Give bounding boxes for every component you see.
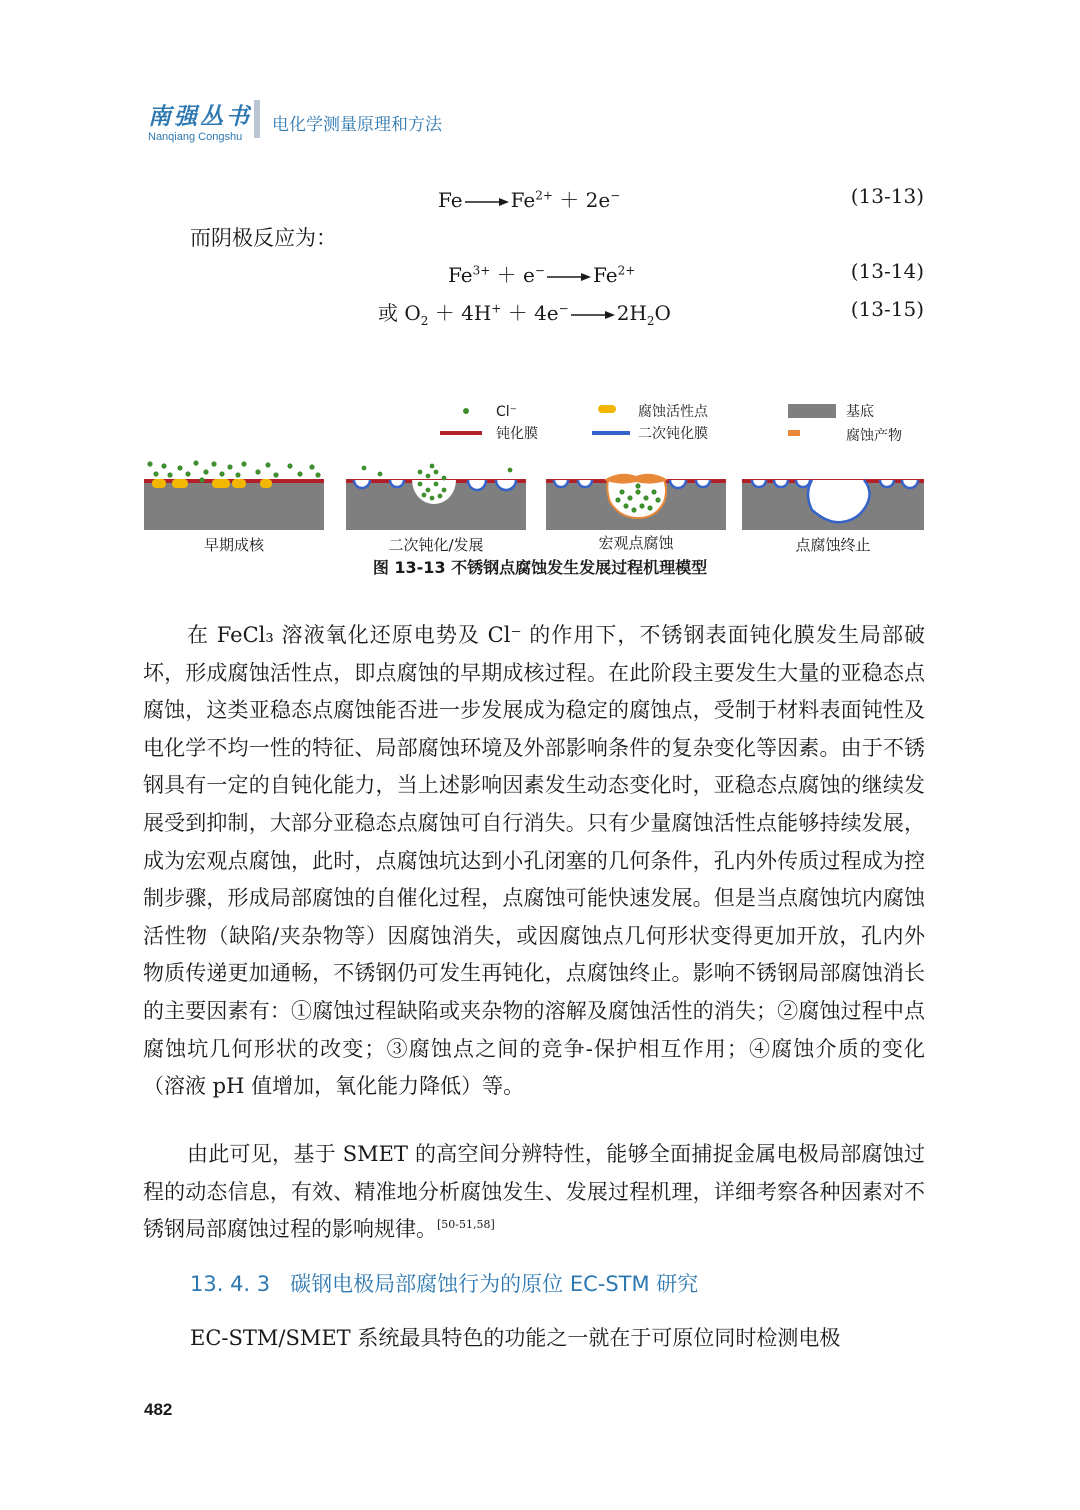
equation-number: (13-13) <box>850 184 924 208</box>
or-prefix: 或 <box>378 301 398 325</box>
reaction-arrow-icon <box>465 196 509 208</box>
page-number: 482 <box>144 1400 173 1419</box>
series-name-cn: 南强丛书 <box>148 103 252 130</box>
reaction-arrow-icon <box>571 309 615 321</box>
stage-label: 二次钝化/发展 <box>388 536 484 554</box>
section-title: 碳钢电极局部腐蚀行为的原位 EC-STM 研究 <box>290 1272 699 1296</box>
figure-legend <box>440 403 902 444</box>
citation-ref: [50-51,58] <box>437 1218 495 1232</box>
section-heading <box>190 1268 698 1298</box>
header-divider <box>254 100 260 138</box>
product-swatch <box>788 430 800 436</box>
legend-active-site: 腐蚀活性点 <box>638 404 708 420</box>
panel-secondary-passivation <box>346 464 526 554</box>
body-paragraph-3: EC-STM/SMET 系统最具特色的功能之一就在于可原位同时检测电极 <box>190 1326 841 1350</box>
series-name-en: Nanqiang Congshu <box>148 131 243 143</box>
legend-passive-film: 钝化膜 <box>496 426 538 442</box>
body-paragraph-1 <box>143 617 925 1106</box>
passive-film-swatch <box>440 431 482 435</box>
figure-caption: 图 13-13 不锈钢点腐蚀发生发展过程机理模型 <box>372 558 708 577</box>
legend-cl: Cl⁻ <box>496 404 518 420</box>
paragraph-text: 在 FeCl₃ 溶液氧化还原电势及 Cl⁻ 的作用下，不锈钢表面钝化膜发生局部破坏，形成腐蚀活性点，即点腐蚀的早期成核过程。在此阶段主要发生大量的亚稳态点腐蚀，这类亚稳态点腐蚀能否进一步发展成为稳定的腐蚀点，受制于材料表面钝性及电化学不均一性的特征、局部腐蚀环境及外部影响条件的复杂变化等因素。由于不锈钢具有一定的自钝化能力，当上述影响因素发生动态变化时，亚稳态点腐蚀的继续发展受到抑制，大部分亚稳态点腐蚀可自行消失。只有少量腐蚀活性点能够持续发展，成为宏观点腐蚀，此时，点腐蚀坑达到小孔闭塞的几何条件，孔内外传质过程成为控制步骤，形成局部腐蚀的自催化过程，点腐蚀可能快速发展。但是当点腐蚀坑内腐蚀活性物（缺陷/夹杂物等）因腐蚀消失，或因腐蚀点几何形状变得更加开放，孔内外物质传递更加通畅，不锈钢仍可发生再钝化，点腐蚀终止。影响不锈钢局部腐蚀消长的主要因素有：①腐蚀过程缺陷或夹杂物的溶解及腐蚀活性的消失；②腐蚀过程中点腐蚀坑几何形状的改变；③腐蚀点之间的竞争-保护相互作用；④腐蚀介质的变化（溶液 pH 值增加，氧化能力降低）等。 <box>143 623 925 1099</box>
legend-product: 腐蚀产物 <box>846 428 902 444</box>
panel-macro-pitting <box>546 474 726 552</box>
active-site-swatch <box>598 405 616 413</box>
panel-early-nucleation <box>144 460 324 554</box>
equation-13-15: 或 $O_2 + 4H^+ + 4e^-$ $2H_2O$ <box>378 301 671 328</box>
panel-pitting-termination <box>742 479 924 554</box>
book-title: 电化学测量原理和方法 <box>272 115 442 135</box>
section-number: 13. 4. 3 <box>190 1272 271 1296</box>
series-logo <box>148 98 252 143</box>
legend-secondary-film: 二次钝化膜 <box>638 426 708 442</box>
substrate-swatch <box>788 404 836 418</box>
equation-number: (13-14) <box>850 259 924 283</box>
body-paragraph-2 <box>143 1136 925 1249</box>
paragraph-text: 由此可见，基于 SMET 的高空间分辨特性，能够全面捕捉金属电极局部腐蚀过程的动态信息，有效、精准地分析腐蚀发生、发展过程机理，详细考察各种因素对不锈钢局部腐蚀过程的影响规律。 <box>143 1142 925 1242</box>
secondary-film-swatch <box>592 431 630 435</box>
equation-13-14: $Fe^{3+} + e^-$ $Fe^{2+}$ <box>448 263 636 287</box>
legend-substrate: 基底 <box>846 404 874 420</box>
equation-number: (13-15) <box>850 297 924 321</box>
equation-13-13: Fe $Fe^{2+} + 2e^-$ <box>438 188 621 212</box>
cathode-intro: 而阴极反应为： <box>190 226 337 250</box>
cl-ion-icon <box>463 408 469 414</box>
stage-label: 宏观点腐蚀 <box>598 534 674 552</box>
stage-label: 点腐蚀终止 <box>795 536 871 554</box>
stage-label: 早期成核 <box>203 536 265 554</box>
reaction-arrow-icon <box>547 271 591 283</box>
